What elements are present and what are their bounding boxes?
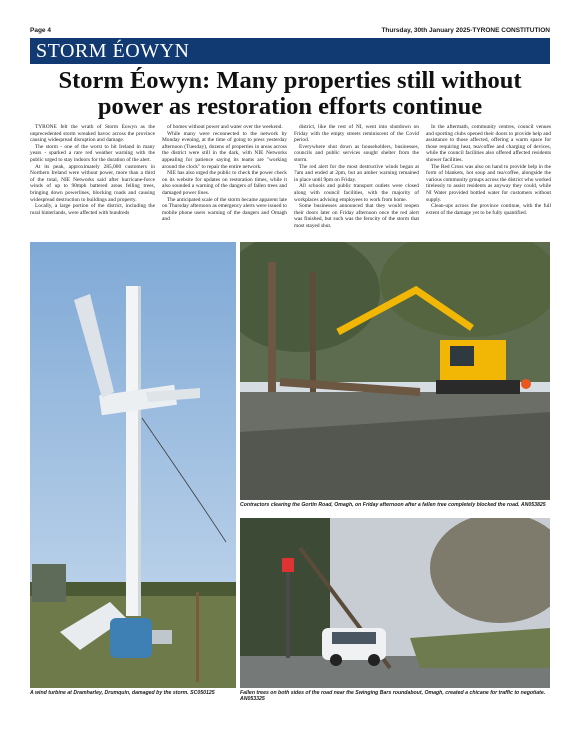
fallen-trees-photo — [240, 518, 550, 688]
page-number: Page 4 — [30, 27, 51, 34]
turbine-caption: A wind turbine at Dramharley, Drumquin, damaged by the storm. SC050125 — [30, 690, 215, 696]
paragraph: TYRONE felt the wrath of Storm Eowyn as the unprecedented storm wreaked havoc across the province causing widespread disruption and damage. — [30, 124, 155, 144]
paragraph: Clean-ups across the province continue, with the full extent of the damage yet to be fully quantified. — [426, 203, 551, 216]
turbine-photo — [30, 242, 236, 688]
article-column-3 — [294, 124, 419, 240]
article-column-2 — [162, 124, 287, 240]
paragraph: district, like the rest of NI, went into shutdown on Friday with the empty streets reminiscent of the Covid period. — [294, 124, 419, 144]
section-banner — [30, 38, 550, 64]
article-column-4 — [426, 124, 551, 240]
paragraph: NIE has also urged the public to check the power check on its website for updates on restoration times, while it also sounded a warning of the dangers of fallen trees and damaged power lines. — [162, 170, 287, 196]
article-body — [30, 124, 550, 240]
digger-photo — [240, 242, 550, 500]
article-column-1 — [30, 124, 155, 240]
headline-line-1: Storm Éowyn: Many properties still without — [58, 67, 522, 94]
page-header — [30, 27, 550, 37]
headline-line-2: power as restoration efforts continue — [97, 93, 483, 120]
digger-caption: Contractors clearing the Gortin Road, Omagh, on Friday afternoon after a fallen tree completely blocked the road. AN053825 — [240, 502, 546, 508]
paragraph: The storm - one of the worst to hit Ireland in many years - sparked a rare red weather warning with the public urged to stay indoors for the duration of the alert. — [30, 143, 155, 163]
paragraph: Some businesses announced that they would reopen their doors later on Friday afternoon once the red alert was finished, but such was the ferocity of the storm that most stayed shut. — [294, 203, 419, 229]
paragraph: While many were reconnected to the network by Monday evening, at the time of going to press yesterday afternoon (Tuesday), dozens of properties in areas across the district were still in the dark, with NIE Networks appealing for patience saying its teams are "working around the clock" to repair the entire network. — [162, 130, 287, 170]
section-label: STORM ÉOWYN — [36, 40, 190, 62]
paragraph: The Red Cross was also on hand to provide help in the form of blankets, hot soup and tea/coffee, alongside the various community groups across the district who worked tirelessly to assist residents as anyway they could, while NI Water provided bottled water for customers without supply. — [426, 163, 551, 203]
paragraph: In the aftermath, community centres, council venues and sporting clubs opened their doors to provide help and assistance to those affected, offering a warm space for those requiring heat, tea/coffee and charging of devices, while the council facilities also offered affected residents shower facilities. — [426, 124, 551, 163]
paragraph: The red alert for the most destructive winds began at 7am and ended at 2pm, but an amber warning remained in place until 9pm on Friday. — [294, 163, 419, 183]
paragraph: All schools and public transport outlets were closed along with council facilities, with the majority of workplaces advising employees to work from home. — [294, 183, 419, 203]
paragraph: At its peak, approximately 285,000 customers in Northern Ireland were without power, more than a third of the total, NIE Networks said after hurricane-force winds of up to 90mph battered areas felling trees, bringing down powerlines, blocking roads and causing widespread destruction to buildings and property. — [30, 163, 155, 203]
paragraph: Everywhere shut down as householders, businesses, councils and public services sought shelter from the storm. — [294, 143, 419, 163]
paragraph: The anticipated scale of the storm became apparent late on Thursday afternoon as emergency alerts were issued to mobile phone users warning of the dangers and Omagh and — [162, 196, 287, 223]
headline — [30, 68, 550, 120]
paragraph: Locally, a large portion of the district, including the rural hinterlands, were affected with hundreds — [30, 203, 155, 216]
fallen-trees-caption: Fallen trees on both sides of the road near the Swinging Bars roundabout, Omagh, created a chicane for traffic to negotiate. AN053325 — [240, 690, 546, 703]
paragraph: of homes without power and water over the weekend. — [167, 124, 283, 130]
dateline: Thursday, 30th January 2025-TYRONE CONSTITUTION — [381, 27, 550, 34]
